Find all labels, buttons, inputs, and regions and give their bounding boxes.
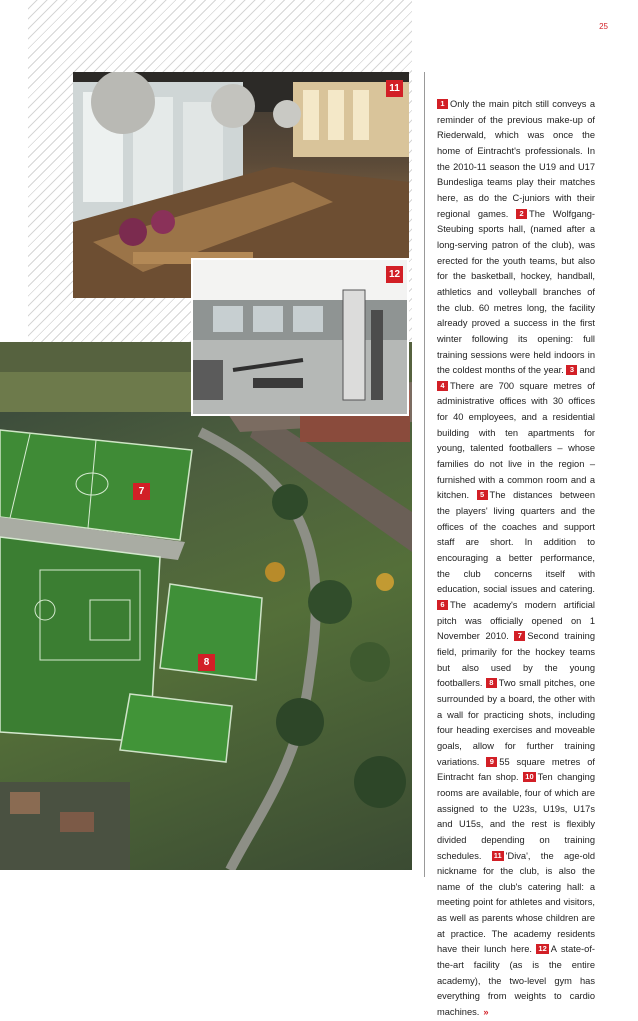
paragraph-2: The Wolfgang-Steubing sports hall, (named after a long-serving patron of the club), was erected for the youth teams, but also for the basketball, hockey, handball, athletics and volleyball branches of the club. 60 metres long, the facility already proved a success in the first winter following its opening: full training sessions were held indoors in the coldest months of the year. bbox=[437, 208, 596, 376]
aerial-photo-pitches bbox=[0, 342, 412, 870]
marker-12: 12 bbox=[538, 944, 547, 954]
paragraph-8: Two small pitches, one surrounded by a board, the other with a wall for practicing shots, including four heading exercises and moveable goals, allow for further training variations. bbox=[437, 678, 596, 767]
marker-4: 4 bbox=[437, 381, 448, 391]
marker-1: 1 bbox=[437, 99, 448, 109]
paragraph-12: A state-of-the-art facility (as is the entire academy), the two-level gym has everything from weights to cardio machines. bbox=[437, 944, 595, 1018]
lounge-photo-badge: 11 bbox=[386, 80, 403, 97]
marker-3: 3 bbox=[566, 365, 577, 375]
gym-photo bbox=[191, 258, 409, 416]
marker-8: 8 bbox=[486, 678, 497, 688]
marker-7: 7 bbox=[514, 631, 525, 641]
marker-11: 11 bbox=[493, 850, 502, 860]
paragraph-4: There are 700 square metres of administrative offices with 30 offices for 40 employees, and a residential building with ten apartments for young, talented footballers – whose families do not live in the region – furnished with a common room and a kitchen. bbox=[437, 380, 595, 501]
pitch-8-badge: 8 bbox=[198, 654, 215, 671]
paragraph-5: The distances between the players' living quarters and the offices of the coaches and support staff are short. In addition to encouraging a better performance, the club concerns itself with education, social issues and catering. bbox=[437, 490, 595, 595]
marker-6: 6 bbox=[437, 600, 448, 610]
paragraph-9: 55 square metres of Eintracht fan shop. bbox=[437, 756, 595, 783]
marker-2: 2 bbox=[516, 209, 527, 219]
paragraph-11: 'Diva', the age-old nickname for the club, is also the name of the club's catering hall: a meeting point for athletes and visitors, as well as parents whose children are at practice. The academy residents have their lunch here. bbox=[437, 850, 595, 955]
paragraph-1: Only the main pitch still conveys a reminder of the previous make-up of Riederwald, which was once the home of Eintracht's professionals. In the 2010-11 season the U19 and U17 Bundesliga teams play their matches here, as do the C-juniors with their regional games. bbox=[437, 99, 595, 219]
paragraph-10: Ten changing rooms are available, four of which are assigned to the U23s, U19s, U17s and U15s, and the rest is flexibly divided depending on training schedules. bbox=[437, 772, 595, 861]
column-rule bbox=[424, 72, 425, 877]
end-of-article-mark: » bbox=[483, 1007, 489, 1018]
pitch-7-badge: 7 bbox=[133, 483, 150, 500]
marker-10: 10 bbox=[525, 772, 534, 782]
gym-photo-badge: 12 bbox=[386, 266, 403, 283]
page-number: 25 bbox=[599, 22, 608, 31]
paragraph-3: and bbox=[579, 365, 595, 376]
paragraph-6: The academy's modern artificial pitch was officially opened on 1 November 2010. bbox=[437, 600, 595, 642]
paragraph-7: Second training field, primarily for the hockey teams but also used by the young footballers. bbox=[437, 631, 595, 689]
marker-9: 9 bbox=[486, 757, 497, 767]
marker-5: 5 bbox=[477, 490, 488, 500]
article-body bbox=[437, 97, 595, 1021]
